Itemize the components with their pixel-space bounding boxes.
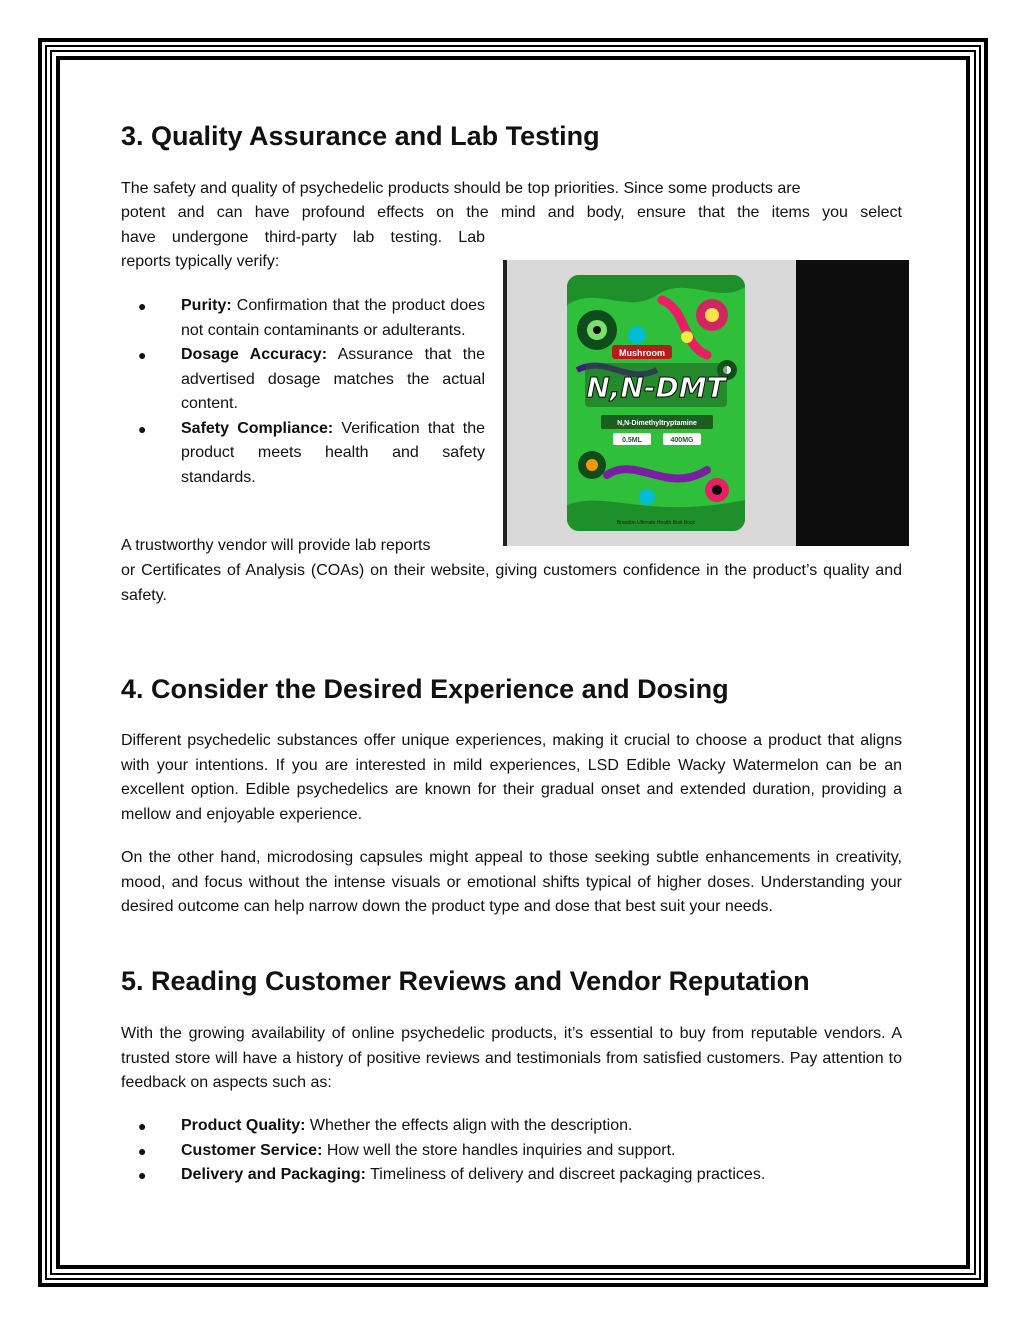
bullet-icon: ● [138,1118,147,1134]
list-item-text: Confirmation that the product does not contain contaminants or adulterants. [181,297,485,339]
image-edge [503,260,507,546]
bullet-icon: ● [138,298,147,314]
list-item [121,417,485,491]
paragraph: With the growing availability of online psychedelic products, it’s essential to buy from reputable vendors. A trusted store will have a history of positive reviews and testimonials from satisfied customers. Pay attention to feedback on aspects such as: [121,1025,902,1091]
list-item-text: Timeliness of delivery and discreet packaging practices. [365,1166,766,1183]
section-heading-experience: 4. Consider the Desired Experience and Dosing [121,674,729,704]
list-item [121,1114,902,1139]
section-heading-reviews: 5. Reading Customer Reviews and Vendor Reputation [121,966,810,996]
bullet-icon: ● [138,1167,147,1183]
paragraph-line: have undergone third-party lab testing. Lab [121,229,485,246]
package-artwork [567,275,745,531]
list-item-label: Product Quality: [181,1117,306,1134]
package-brand: Mushroom [619,348,665,358]
paragraph-line: A trustworthy vendor will provide lab reports [121,537,431,554]
list-item [121,1139,902,1164]
list-item-text: How well the store handles inquiries and support. [322,1141,676,1159]
list-item [121,294,485,343]
list-item-text: Assurance that the advertised dosage matches the actual content. [181,346,485,412]
paragraph: Different psychedelic substances offer unique experiences, making it crucial to choose a product that aligns with your intentions. If you are interested in mild experiences, LSD Edible Wacky Watermelon can be an excellent option. Edible psychedelics are known for their gradual onset and extended duration, providing a mellow and enjoyable experience. [121,732,902,823]
bullet-icon: ● [138,1142,147,1159]
paragraph: On the other hand, microdosing capsules might appeal to those seeking subtle enhancements in creativity, mood, and focus without the intense visuals or emotional shifts typical of higher doses. Understanding your desired outcome can help narrow down the product type and dose that best suit your needs. [121,849,902,915]
product-package [567,275,745,531]
image-dark-panel [796,260,909,546]
list-item-text: Verification that the product meets health and safety standards. [181,419,486,486]
list-item-label: Safety Compliance: [181,419,334,437]
bullet-icon: ● [138,347,147,363]
list-item-label: Customer Service: [181,1141,323,1159]
paragraph: or Certificates of Analysis (COAs) on their website, giving customers confidence in the product’s quality and safety. [121,562,902,604]
lab-report-bullet-list [121,294,485,490]
package-title: N,N-DMT [586,371,726,404]
package-subtitle: N,N-Dimethyltryptamine [617,420,697,427]
list-item-label: Delivery and Packaging: [181,1166,366,1183]
paragraph-line: potent and can have profound effects on the mind and body, ensure that the items you select [121,204,902,221]
package-footer: Brandon Ultimate Health Boxl Book [616,520,696,526]
list-item [121,343,485,417]
bullet-icon: ● [138,420,147,437]
paragraph-line: reports typically verify: [121,253,280,270]
section-heading-quality: 3. Quality Assurance and Lab Testing [121,121,600,151]
list-item-label: Purity: [181,297,232,314]
paragraph-line: The safety and quality of psychedelic products should be top priorities. Since some products are [121,180,801,197]
product-image [503,260,909,546]
list-item-label: Dosage Accuracy: [181,346,328,363]
list-item-text: Whether the effects align with the description. [305,1117,633,1134]
list-item [121,1163,902,1188]
review-aspects-bullet-list [121,1114,902,1188]
package-dose: 400MG [670,437,694,444]
package-volume: 0.5ML [622,437,642,444]
